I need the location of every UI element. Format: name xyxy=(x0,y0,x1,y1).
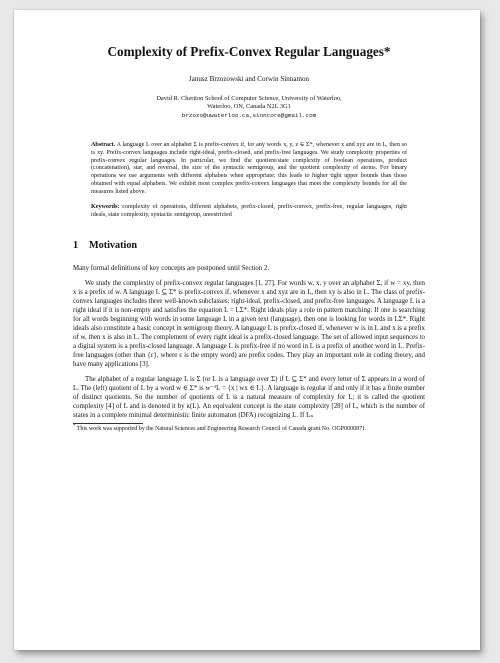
keywords-label: Keywords: xyxy=(91,203,120,210)
footnote-mark: * xyxy=(73,422,76,428)
abstract-text: A language L over an alphabet Σ is prefix-convex if, for any words x, y, z ∈ Σ*, whenever x and xyz are in L, then so is xy. Prefix-convex languages include right-ideal, prefix-closed, and prefix-free languages. We study complexity properties of prefix-convex regular languages. In particular, we find the quotient/state complexity of boolean operations, product (concatenation), star, and reversal, the size of the syntactic semigroup, and the quotient complexity of atoms. For binary operations we use arguments with different alphabets when appropriate; this leads to higher tight upper bounds than those obtained with equal alphabets. We exhibit most complex prefix-convex languages that meet the complexity bounds for all the measures listed above. xyxy=(91,141,407,195)
body-text xyxy=(73,264,425,420)
footnote-text: This work was supported by the Natural Sciences and Engineering Research Council of Canada grant No. OGP0000871. xyxy=(76,425,367,432)
keywords-paragraph xyxy=(91,204,407,220)
footnote-rule xyxy=(73,423,143,424)
author-email[interactable]: brzozo@uwaterloo.ca,sinncore@gmail.com xyxy=(181,111,317,119)
body-paragraph-2: We study the complexity of prefix-convex regular languages [1, 27]. For words w, x, y over an alphabet Σ, if w = xy, then x is a prefix of w. A language L ⊆ Σ* is prefix-convex if, whenever x and xyz are in L, then xy is also in L. The class of prefix-convex languages includes three well-known subclasses: right-ideal, prefix-closed, and prefix-free languages. A language L is a right ideal if it is non-empty and satisfies the equation L = LΣ*. Right ideals play a role in pattern matching: If one is searching for all words beginning with words in some language L in a given text (language), then one is looking for words in LΣ*. Right ideals also constitute a basic concept in semigroup theory. A language L is prefix-closed if, whenever w is in L and x is a prefix of w, then x is also in L. The complement of every right ideal is a prefix-closed language. The set of allowed input sequences to a digital system is a prefix-closed language. A language L is prefix-free if no word in L is a prefix of another word in L. Prefix-free languages (other than {ε}, where ε is the empty word) are prefix codes. They play an important role in coding theory, and have many applications [3]. xyxy=(73,279,425,369)
abstract-block xyxy=(91,142,407,220)
section-heading xyxy=(73,240,425,252)
paper-page xyxy=(14,10,480,650)
body-paragraph-3: The alphabet of a regular language L is Σ (or L is a language over Σ) if L ⊆ Σ* and every letter of Σ appears in a word of L. The (left) quotient of L by a word w ∈ Σ* is w⁻¹L = {x | wx ∈ L}. A language is regular if and only if it has a finite number of distinct quotients. So the number of quotients of L is a natural measure of complexity for L; it is called the quotient complexity [4] of L and is denoted it by κ(L). An equivalent concept is the state complexity [28] of L, which is the number of states in a complete minimal deterministic finite automaton (DFA) recognizing L. If Lₙ xyxy=(73,375,425,419)
paper-title: Complexity of Prefix-Convex Regular Languages* xyxy=(107,44,391,59)
body-paragraph-1: Many formal definitions of key concepts are postponed until Section 2. xyxy=(73,265,270,273)
keywords-text: complexity of operations, different alphabets, prefix-closed, prefix-convex, prefix-free, regular languages, right ideals, state complexity, syntactic semigroup, unrestricted xyxy=(91,203,407,218)
section-number: 1 xyxy=(73,240,79,252)
abstract-label: Abstract. xyxy=(91,141,116,148)
section-title: Motivation xyxy=(89,240,138,252)
affiliation-line-2: Waterloo, ON, Canada N2L 3G1 xyxy=(207,103,291,111)
footnote xyxy=(73,422,425,434)
paper-authors: Janusz Brzozowski and Corwin Sinnamon xyxy=(188,75,310,83)
abstract-paragraph xyxy=(91,142,407,197)
affiliation-line-1: David R. Cheriton School of Computer Science, University of Waterloo, xyxy=(156,95,342,102)
affiliation-block xyxy=(73,95,425,120)
page-content xyxy=(73,44,425,434)
